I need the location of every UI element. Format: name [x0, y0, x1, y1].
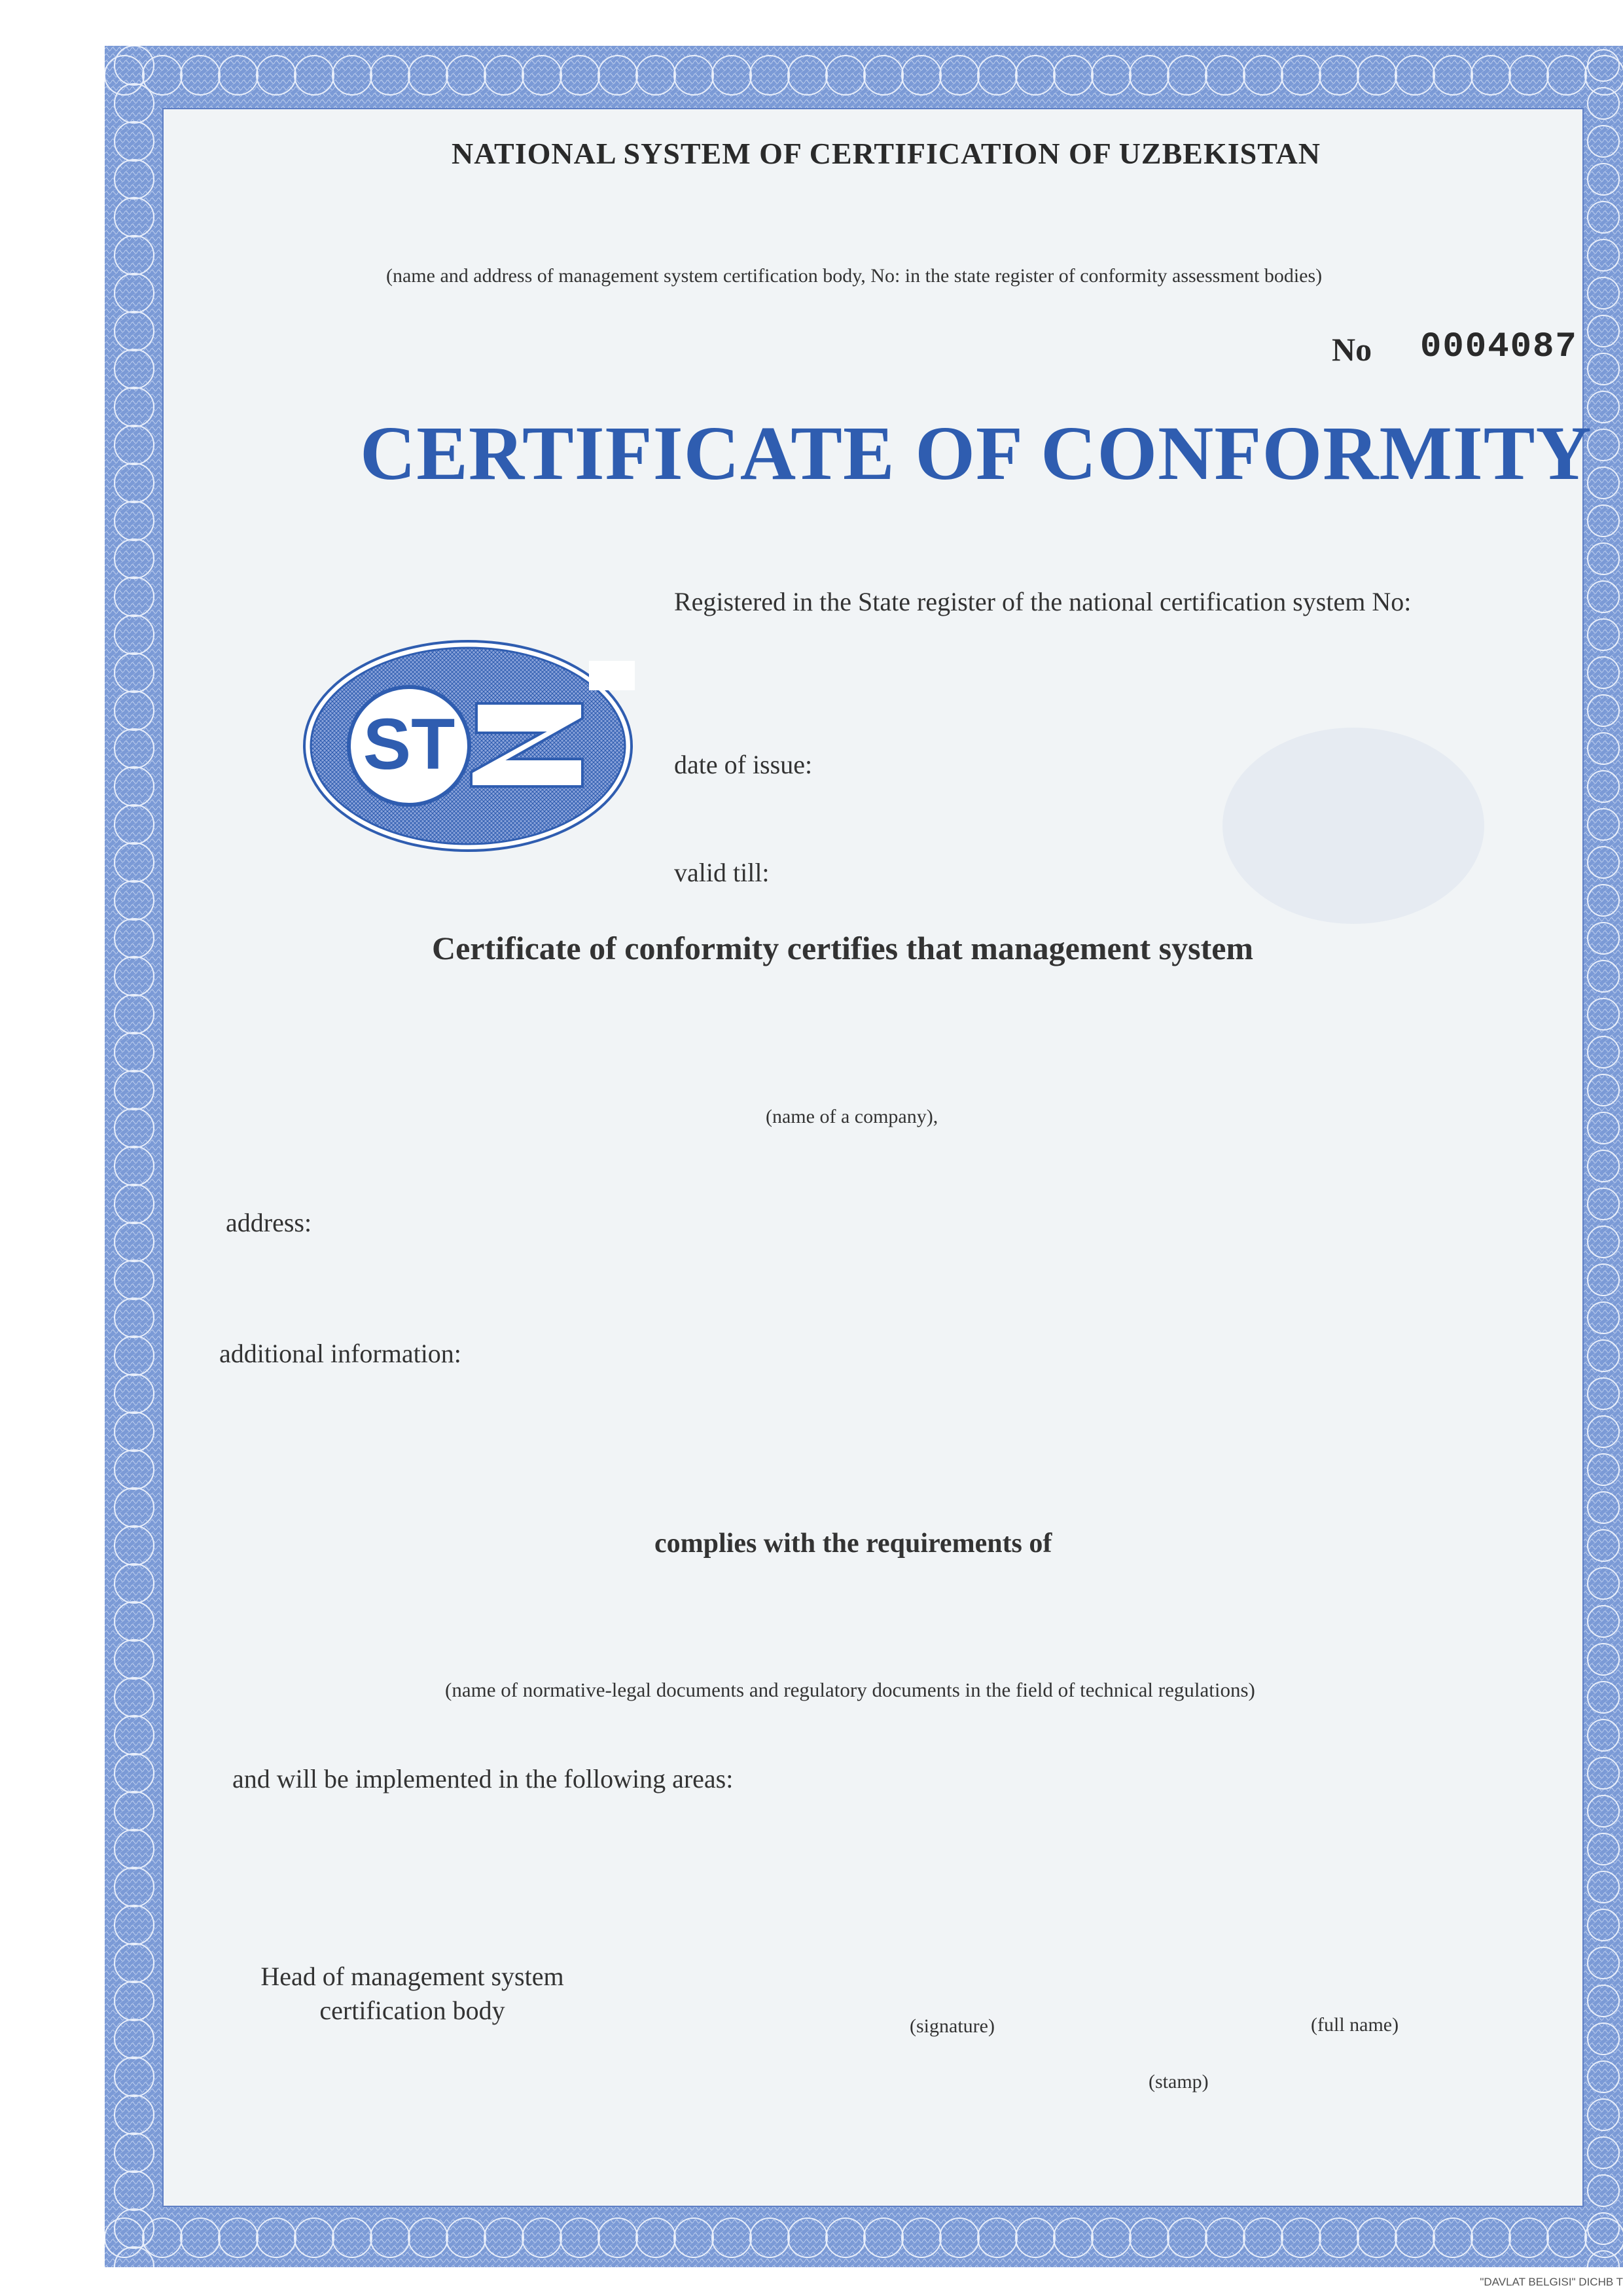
registered-text: Registered in the State register of the national certification system No: — [674, 587, 1412, 616]
date-of-issue-label: date of issue: — [674, 750, 813, 779]
certificate-number-label: No — [1332, 331, 1372, 368]
logo-letters: ST — [363, 704, 455, 785]
system-title: NATIONAL SYSTEM OF CERTIFICATION OF UZBEKISTAN — [452, 137, 1321, 170]
signature-caption: (signature) — [910, 2015, 995, 2037]
uzstandard-logo-icon — [301, 635, 641, 857]
additional-info-label: additional information: — [219, 1339, 461, 1368]
ghost-emblem — [1216, 718, 1491, 934]
full-name-caption: (full name) — [1311, 2014, 1399, 2036]
valid-till-label: valid till: — [674, 858, 770, 887]
documents-caption: (name of normative-legal documents and regulatory documents in the field of technical regulations) — [445, 1678, 1255, 1701]
printer-note: "DAVLAT BELGISI" DICHB T — [1480, 2276, 1623, 2288]
areas-text: and will be implemented in the following areas: — [232, 1764, 734, 1793]
certificate-sheet — [105, 46, 1623, 2267]
certificate-title: CERTIFICATE OF CONFORMITY — [360, 410, 1592, 496]
address-label: address: — [226, 1208, 312, 1237]
certificate-number-value: 0004087 — [1420, 327, 1578, 367]
complies-heading: complies with the requirements of — [654, 1528, 1052, 1559]
certification-body-caption: (name and address of management system certification body, No: in the state register of conformity assessment bodies) — [386, 265, 1323, 287]
head-of-body-label: Head of management system certification body — [260, 1962, 564, 2025]
company-name-caption: (name of a company), — [766, 1106, 938, 1127]
stamp-caption: (stamp) — [1149, 2071, 1209, 2093]
certifies-heading: Certificate of conformity certifies that management system — [432, 930, 1254, 966]
